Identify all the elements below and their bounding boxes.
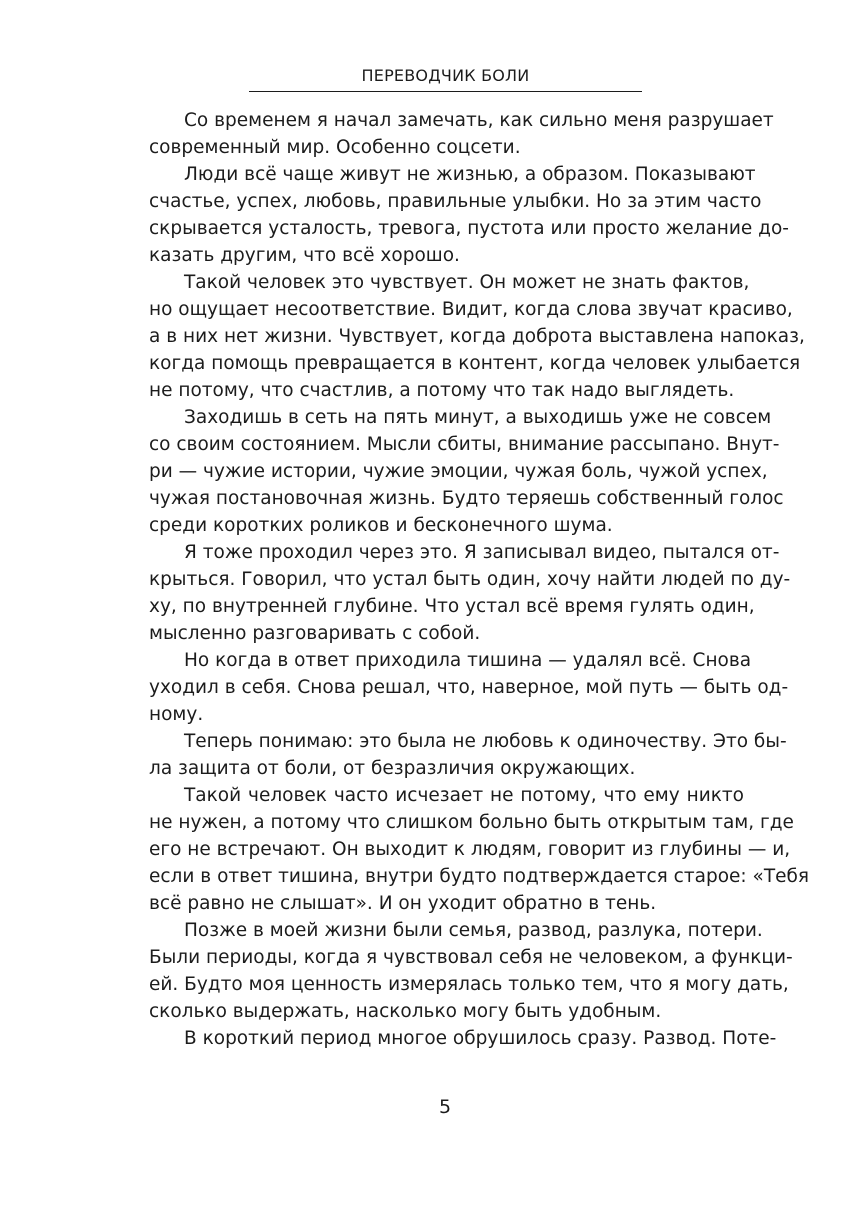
text-line: Теперь понимаю: это была не любовь к одиночеству. Это бы- <box>184 731 787 752</box>
text-line: ному. <box>149 704 204 725</box>
text-line: счастье, успех, любовь, правильные улыбки. Но за этим часто <box>149 191 762 212</box>
running-head: ПЕРЕВОДЧИК БОЛИ <box>361 66 530 85</box>
page-number: 5 <box>438 1096 452 1118</box>
text-line: среди коротких роликов и бесконечного шума. <box>149 515 613 536</box>
text-line: всё равно не слышат». И он уходит обратно в тень. <box>149 893 657 914</box>
paragraph <box>149 404 784 539</box>
text-line: Но когда в ответ приходила тишина — удалял всё. Снова <box>184 650 752 671</box>
text-line: современный мир. Особенно соцсети. <box>149 137 521 158</box>
paragraph <box>149 728 787 782</box>
text-line: В короткий период многое обрушилось сразу. Развод. Поте- <box>184 1028 777 1049</box>
paragraph <box>149 161 789 269</box>
text-line: скрывается усталость, тревога, пустота или просто желание до- <box>149 218 789 239</box>
paragraph <box>149 782 810 917</box>
text-line: Я тоже проходил через это. Я записывал видео, пытался от- <box>184 542 780 563</box>
text-line: Со временем я начал замечать, как сильно меня разрушает <box>184 110 774 131</box>
paragraph <box>149 269 805 404</box>
text-line: крыться. Говорил, что устал быть один, хочу найти людей по ду- <box>149 569 791 590</box>
text-line: его не встречают. Он выходит к людям, говорит из глубины — и, <box>149 839 791 860</box>
text-line: мысленно разговаривать с собой. <box>149 623 481 644</box>
text-line: ла защита от боли, от безразличия окружающих. <box>149 758 636 779</box>
text-line: ей. Будто моя ценность измерялась только тем, что я могу дать, <box>149 974 789 995</box>
paragraph <box>149 647 789 728</box>
text-line: Позже в моей жизни были семья, развод, разлука, потери. <box>184 920 763 941</box>
text-line: чужая постановочная жизнь. Будто теряешь собственный голос <box>149 488 784 509</box>
text-line: Люди всё чаще живут не жизнью, а образом. Показывают <box>184 164 756 185</box>
text-line: Были периоды, когда я чувствовал себя не человеком, а функци- <box>149 947 793 968</box>
text-line: не нужен, а потому что слишком больно быть открытым там, где <box>149 812 794 833</box>
body-text <box>149 107 810 1052</box>
text-line: со своим состоянием. Мысли сбиты, внимание рассыпано. Внут- <box>149 434 780 455</box>
paragraph <box>149 1025 777 1052</box>
text-line: ху, по внутренней глубине. Что устал всё время гулять один, <box>149 596 755 617</box>
text-line: а в них нет жизни. Чувствует, когда доброта выставлена напоказ, <box>149 326 805 347</box>
text-line: ри — чужие истории, чужие эмоции, чужая боль, чужой успех, <box>149 461 768 482</box>
text-line: казать другим, что всё хорошо. <box>149 245 460 266</box>
text-line: Такой человек часто исчезает не потому, что ему никто <box>184 785 744 806</box>
text-line: Заходишь в сеть на пять минут, а выходишь уже не совсем <box>184 407 772 428</box>
text-line: уходил в себя. Снова решал, что, наверное, мой путь — быть од- <box>149 677 789 698</box>
text-line: но ощущает несоответствие. Видит, когда слова звучат красиво, <box>149 299 793 320</box>
paragraph <box>149 917 793 1025</box>
text-line: если в ответ тишина, внутри будто подтверждается старое: «Тебя <box>149 866 810 887</box>
paragraph <box>149 107 774 161</box>
text-line: Такой человек это чувствует. Он может не знать фактов, <box>184 272 750 293</box>
text-line: сколько выдержать, насколько могу быть удобным. <box>149 1001 662 1022</box>
paragraph <box>149 539 791 647</box>
text-line: не потому, что счастлив, а потому что так надо выглядеть. <box>149 380 735 401</box>
text-line: когда помощь превращается в контент, когда человек улыбается <box>149 353 801 374</box>
header-rule <box>249 91 642 92</box>
